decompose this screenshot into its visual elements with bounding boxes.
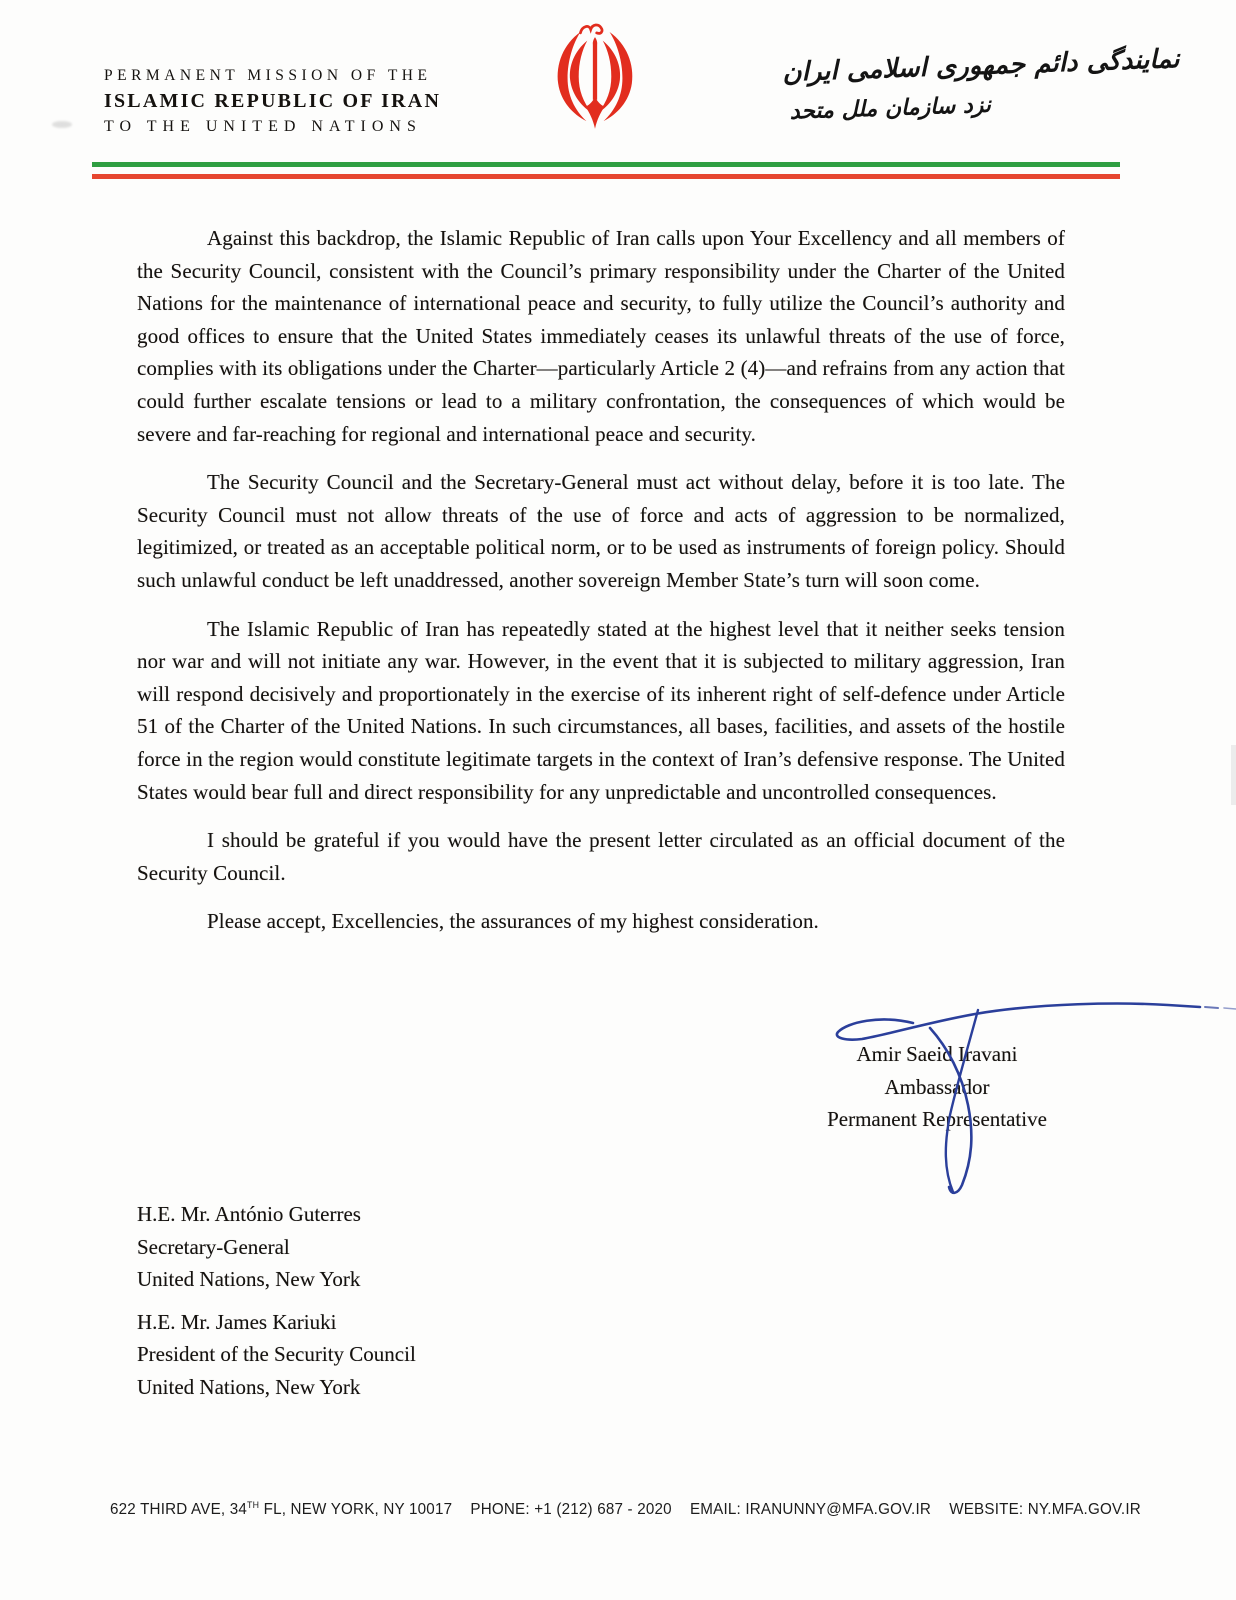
- addressee-location: United Nations, New York: [137, 1267, 361, 1292]
- signature-block: [787, 1038, 1087, 1136]
- letterhead-green-stripe: [92, 162, 1120, 167]
- letterhead-persian-line2: نزد سازمان ملل متحد: [789, 92, 992, 125]
- signer-name: Amir Saeid Iravani: [856, 1042, 1018, 1066]
- letterhead-persian-line1: نمایندگی دائم جمهوری اسلامی ایران: [781, 44, 1180, 88]
- paragraph-3: The Islamic Republic of Iran has repeatedly stated at the highest level that it neither seeks tension nor war and will not initiate any war. However, in the event that it is subjected to military aggression, Iran will respond decisively and proportionately in the exercise of its inherent right of self-defence under Article 51 of the Charter of the United Nations. In such circumstances, all bases, facilities, and assets of the hostile force in the region would constitute legitimate targets in the context of Iran’s defensive response. The United States would bear full and direct responsibility for any unpredictable and uncontrolled consequences.: [137, 616, 1065, 804]
- footer-website: WEBSITE: NY.MFA.GOV.IR: [949, 1501, 1141, 1519]
- signer-title-permanent-representative: Permanent Representative: [827, 1107, 1047, 1131]
- letterhead-line2: ISLAMIC REPUBLIC OF IRAN: [104, 90, 442, 112]
- addressee-list: [137, 1198, 416, 1414]
- letterhead-persian: [782, 37, 1182, 131]
- letter-body: [137, 222, 1065, 954]
- scan-smudge: [52, 121, 72, 128]
- addressee-name: H.E. Mr. James Kariuki: [137, 1309, 337, 1334]
- footer-phone: PHONE: +1 (212) 687 - 2020: [470, 1501, 672, 1519]
- footer-ordinal: TH: [247, 1500, 260, 1510]
- iran-emblem-icon: [543, 20, 647, 140]
- letterhead-english: [104, 64, 441, 140]
- letterhead-line3: TO THE UNITED NATIONS: [104, 118, 422, 135]
- addressee-title: Secretary-General: [137, 1234, 290, 1259]
- paragraph-2: The Security Council and the Secretary-General must act without delay, before it is too late. The Security Council must not allow threats of the use of force and acts of aggression to be normalized, legitimized, or treated as an acceptable political norm, or to be used as instruments of foreign policy. Should such unlawful conduct be left unaddressed, another sovereign Member State’s turn will soon come.: [137, 470, 1065, 592]
- addressee-security-council-president: [137, 1306, 416, 1404]
- addressee-location: United Nations, New York: [137, 1374, 361, 1399]
- footer-address: 622 THIRD AVE, 34TH FL, NEW YORK, NY 10017: [110, 1500, 453, 1519]
- addressee-secretary-general: [137, 1198, 416, 1296]
- paragraph-4: I should be grateful if you would have the present letter circulated as an official document of the Security Council.: [137, 828, 1065, 885]
- footer-contact-line: [110, 1500, 1141, 1519]
- addressee-title: President of the Security Council: [137, 1342, 416, 1367]
- footer-email: EMAIL: IRANUNNY@MFA.GOV.IR: [689, 1501, 932, 1519]
- paragraph-1: Against this backdrop, the Islamic Republic of Iran calls upon Your Excellency and all members of the Security Council, consistent with the Council’s primary responsibility under the Charter of the United Nations for the maintenance of international peace and security, to fully utilize the Council’s authority and good offices to ensure that the United States immediately ceases its unlawful threats of the use of force, complies with its obligations under the Charter—particularly Article 2 (4)—and refrains from any action that could further escalate tensions or lead to a military confrontation, the consequences of which would be severe and far-reaching for regional and international peace and security.: [137, 226, 1065, 446]
- scan-edge-streak: [1231, 745, 1236, 805]
- letterhead-line1: PERMANENT MISSION OF THE: [104, 67, 432, 84]
- signer-title-ambassador: Ambassador: [884, 1074, 990, 1099]
- addressee-name: H.E. Mr. António Guterres: [137, 1202, 361, 1226]
- letterhead-red-stripe: [92, 174, 1120, 179]
- paragraph-5: Please accept, Excellencies, the assurances of my highest consideration.: [207, 909, 819, 934]
